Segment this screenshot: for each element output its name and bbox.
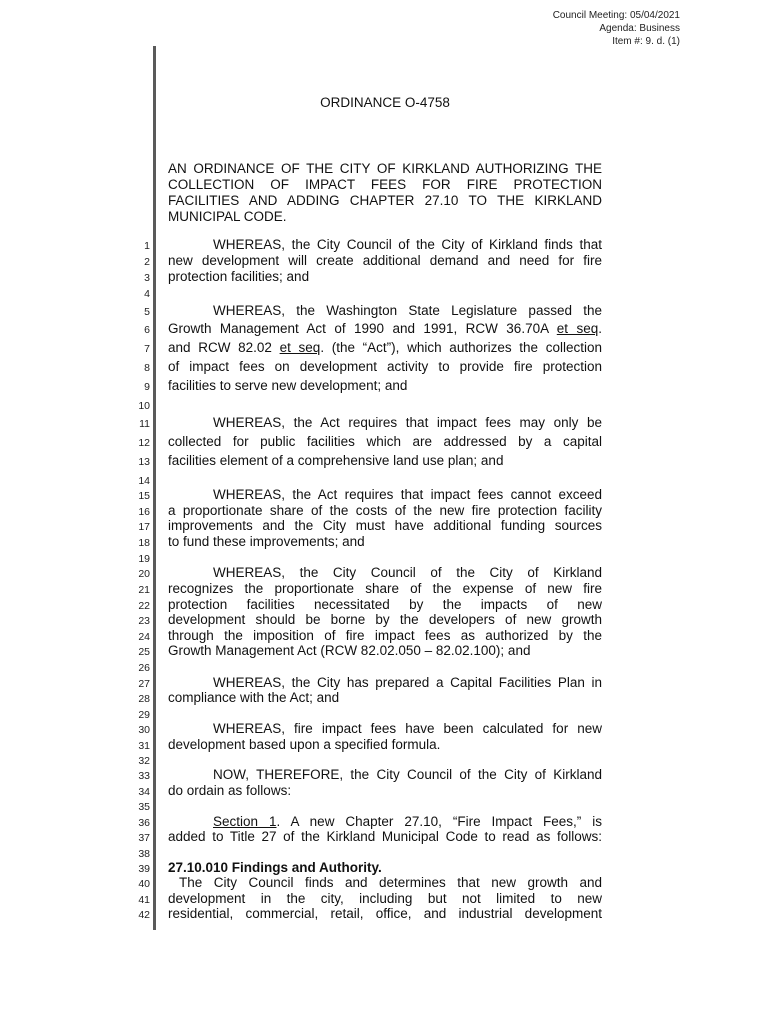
- line-number: 27: [138, 678, 150, 690]
- line-number: 28: [138, 693, 150, 705]
- body-text-line: of impact fees on development activity to provide fire protection: [168, 359, 602, 374]
- line-number: 15: [138, 490, 150, 502]
- body-text-line: added to Title 27 of the Kirkland Municipal Code to read as follows:: [168, 829, 602, 844]
- line-number: 36: [138, 817, 150, 829]
- body-text-line: WHEREAS, the City Council of the City of Kirkland finds that: [213, 237, 602, 252]
- line-number: 22: [138, 600, 150, 612]
- body-text-line: a proportionate share of the costs of the new fire protection facility: [168, 503, 602, 518]
- line-number: 2: [144, 256, 150, 268]
- body-text-line: improvements and the City must have additional funding sources: [168, 518, 602, 533]
- body-text-line: new development will create additional demand and need for fire: [168, 253, 602, 268]
- line-number: 35: [138, 801, 150, 813]
- body-text-line: The City Council finds and determines that new growth and: [179, 875, 602, 890]
- line-number: 16: [138, 506, 150, 518]
- agenda-section: Agenda: Business: [599, 23, 680, 34]
- line-number: 37: [138, 832, 150, 844]
- line-number: 1: [144, 240, 150, 252]
- line-number: 30: [138, 724, 150, 736]
- body-text-line: facilities element of a comprehensive land use plan; and: [168, 453, 504, 468]
- line-number: 33: [138, 770, 150, 782]
- section-heading: 27.10.010 Findings and Authority.: [168, 860, 382, 875]
- line-number: 11: [139, 418, 150, 430]
- body-text-line: WHEREAS, the Act requires that impact fees may only be: [213, 415, 602, 430]
- line-number: 31: [138, 740, 150, 752]
- line-number: 32: [138, 755, 150, 767]
- underlined-text: et seq: [556, 321, 599, 336]
- line-number: 18: [138, 537, 150, 549]
- line-number: 25: [138, 646, 150, 658]
- line-number: 13: [138, 456, 150, 468]
- line-number: 42: [138, 909, 150, 921]
- underlined-text: et seq: [279, 340, 321, 355]
- meeting-meta: [553, 9, 680, 48]
- line-number: 5: [144, 306, 150, 318]
- body-text-line: WHEREAS, the City Council of the City of Kirkland: [213, 565, 602, 580]
- meeting-date: Council Meeting: 05/04/2021: [552, 10, 680, 21]
- body-text-line: facilities to serve new development; and: [168, 378, 408, 393]
- line-number: 40: [138, 878, 150, 890]
- line-number: 12: [138, 437, 150, 449]
- body-text-line: Section 1. A new Chapter 27.10, “Fire Impact Fees,” is: [213, 814, 602, 829]
- body-text-line: compliance with the Act; and: [168, 690, 340, 705]
- body-text-line: to fund these improvements; and: [168, 534, 365, 549]
- body-text-line: through the imposition of fire impact fees as authorized by the: [168, 628, 602, 643]
- line-number: 21: [138, 584, 150, 596]
- line-number: 4: [144, 288, 150, 300]
- body-text-line: development in the city, including but not limited to new: [168, 891, 602, 906]
- line-number: 24: [138, 631, 150, 643]
- body-text-line: WHEREAS, the City has prepared a Capital Facilities Plan in: [213, 675, 602, 690]
- body-text-line: WHEREAS, the Washington State Legislature passed the: [213, 303, 602, 318]
- line-number: 6: [144, 324, 150, 336]
- agenda-item: Item #: 9. d. (1): [612, 36, 680, 47]
- body-text-line: development should be borne by the developers of new growth: [168, 612, 602, 627]
- line-number: 38: [138, 848, 150, 860]
- line-number: 19: [138, 553, 150, 565]
- line-number: 34: [138, 786, 150, 798]
- body-text-line: development based upon a specified formula.: [168, 737, 441, 752]
- line-number: 10: [138, 400, 150, 412]
- line-number: 17: [138, 521, 150, 533]
- body-text-line: NOW, THEREFORE, the City Council of the City of Kirkland: [213, 767, 602, 782]
- line-number: 29: [138, 709, 150, 721]
- body-text-line: do ordain as follows:: [168, 783, 292, 798]
- body-text-line: Growth Management Act (RCW 82.02.050 – 82.02.100); and: [168, 643, 531, 658]
- body-text-line: WHEREAS, the Act requires that impact fees cannot exceed: [213, 487, 602, 502]
- line-number: 14: [138, 475, 150, 487]
- underlined-text: Section 1: [213, 814, 277, 829]
- line-number-rule: [153, 46, 156, 930]
- line-number: 8: [144, 362, 150, 374]
- body-text-line: residential, commercial, retail, office, and industrial development: [168, 906, 602, 921]
- line-number: 9: [144, 381, 150, 393]
- ordinance-caption: AN ORDINANCE OF THE CITY OF KIRKLAND AUTHORIZING THE COLLECTION OF IMPACT FEES FOR FIRE PROTECTION FACILITIES AND ADDING CHAPTER 27.10 TO THE KIRKLAND MUNICIPAL CODE.: [168, 161, 602, 224]
- body-text-line: WHEREAS, fire impact fees have been calculated for new: [213, 721, 602, 736]
- ordinance-title: ORDINANCE O-4758: [320, 95, 450, 110]
- body-text-line: collected for public facilities which are addressed by a capital: [168, 434, 602, 449]
- line-number: 23: [138, 615, 150, 627]
- body-text-line: protection facilities necessitated by the impacts of new: [168, 597, 602, 612]
- body-text-line: Growth Management Act of 1990 and 1991, RCW 36.70A et seq.: [168, 321, 602, 336]
- line-number: 7: [144, 343, 150, 355]
- line-number: 3: [144, 272, 150, 284]
- body-text-line: protection facilities; and: [168, 269, 310, 284]
- body-text-line: recognizes the proportionate share of the expense of new fire: [168, 581, 602, 596]
- line-number: 39: [138, 863, 150, 875]
- line-number: 20: [138, 568, 150, 580]
- line-number: 41: [138, 894, 150, 906]
- line-number: 26: [138, 662, 150, 674]
- body-text-line: and RCW 82.02 et seq. (the “Act”), which authorizes the collection: [168, 340, 602, 355]
